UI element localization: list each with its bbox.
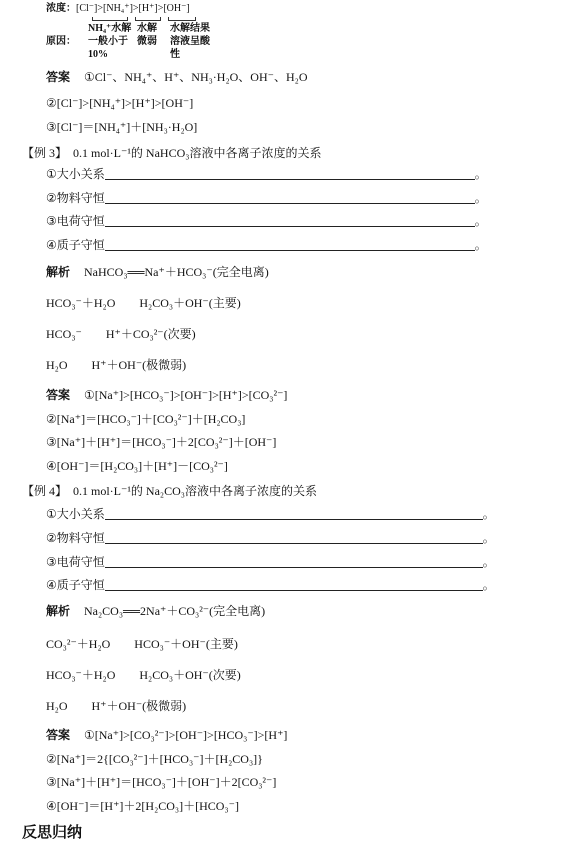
ex4-analysis-label: 解析 — [46, 604, 71, 618]
concentration-label: 浓度： — [46, 3, 76, 14]
ex4-answer-4: ④[OH⁻]＝[H⁺]＋2[H₂CO₃]＋[HCO₃⁻] — [46, 799, 239, 813]
answer-1-line-1: ①Cl⁻、NH₄⁺、H⁺、NH₃·H₂O、OH⁻、H₂O — [84, 70, 308, 84]
reason-1-line-2: 一般小于 — [88, 36, 128, 47]
blank-end: 。 — [482, 555, 495, 569]
ex4-blank-line-2 — [105, 531, 483, 544]
ex4-answer-1: ①[Na⁺]>[CO₃²⁻]>[OH⁻]>[HCO₃⁻]>[H⁺] — [84, 728, 288, 742]
reason-3-line-1: 水解结果 — [170, 23, 210, 34]
brace-1 — [92, 17, 128, 21]
brace-2 — [135, 17, 161, 21]
blank-end: 。 — [482, 578, 495, 592]
ex3-answer-2: ②[Na⁺]＝[HCO₃⁻]＋[CO₃²⁻]＋[H₂CO₃] — [46, 412, 246, 426]
ex4-answer-label: 答案 — [46, 728, 71, 742]
blank-end: 。 — [474, 238, 487, 252]
answer-1-line-3: ③[Cl⁻]＝[NH₄⁺]＋[NH₃·H₂O] — [46, 120, 198, 134]
blank-end: 。 — [474, 191, 487, 205]
ex3-answer-4: ④[OH⁻]＝[H₂CO₃]＋[H⁺]－[CO₃²⁻] — [46, 459, 228, 473]
example-4-title: 【例 4】 0.1 mol·L⁻¹的 Na₂CO₃溶液中各离子浓度的关系 — [22, 484, 317, 498]
blank-end: 。 — [474, 214, 487, 228]
ex3-analysis-label: 解析 — [46, 265, 71, 279]
ex4-analysis-2: CO₃²⁻＋H₂O HCO₃⁻＋OH⁻(主要) — [46, 637, 238, 651]
ex3-blank-line-3 — [105, 214, 475, 227]
ex4-blank-size-label: ①大小关系 — [46, 507, 105, 521]
ex3-blank-material-label: ②物料守恒 — [46, 191, 105, 205]
example-3-title: 【例 3】 0.1 mol·L⁻¹的 NaHCO₃溶液中各离子浓度的关系 — [22, 146, 322, 160]
ex3-answer-3: ③[Na⁺]＋[H⁺]＝[HCO₃⁻]＋2[CO₃²⁻]＋[OH⁻] — [46, 435, 277, 449]
ex4-blank-size — [46, 507, 495, 521]
ex3-analysis-2: HCO₃⁻＋H₂O H₂CO₃＋OH⁻(主要) — [46, 296, 241, 310]
ex3-analysis-1: NaHCO₃══Na⁺＋HCO₃⁻(完全电离) — [84, 265, 269, 279]
ex4-blank-material — [46, 531, 495, 545]
reason-label: 原因： — [46, 36, 76, 47]
ex4-blank-proton — [46, 578, 495, 592]
concentration-expression: [Cl⁻]>[NH₄⁺]>[H⁺]>[OH⁻] — [76, 3, 190, 14]
ex3-blank-line-4 — [105, 238, 475, 251]
ex4-blank-line-1 — [105, 507, 483, 520]
ex3-answer-1: ①[Na⁺]>[HCO₃⁻]>[OH⁻]>[H⁺]>[CO₃²⁻] — [84, 388, 288, 402]
ex4-analysis-3: HCO₃⁻＋H₂O H₂CO₃＋OH⁻(次要) — [46, 668, 241, 682]
ex3-blank-size — [46, 167, 487, 181]
ex3-blank-line-2 — [105, 191, 475, 204]
ex4-blank-material-label: ②物料守恒 — [46, 531, 105, 545]
blank-end: 。 — [474, 167, 487, 181]
ex3-analysis-4: H₂O H⁺＋OH⁻(极微弱) — [46, 358, 187, 372]
ex4-blank-charge — [46, 555, 495, 569]
ex4-answer-2: ②[Na⁺]＝2{[CO₃²⁻]＋[HCO₃⁻]＋[H₂CO₃]} — [46, 752, 263, 766]
ex4-blank-proton-label: ④质子守恒 — [46, 578, 105, 592]
reason-1-line-1: NH₄⁺水解 — [88, 23, 132, 34]
ex4-analysis-1: Na₂CO₃══2Na⁺＋CO₃²⁻(完全电离) — [84, 604, 266, 618]
ex3-blank-proton — [46, 238, 487, 252]
ex3-blank-line-1 — [105, 167, 475, 180]
reason-3-line-2: 溶液呈酸 — [170, 36, 210, 47]
ex4-blank-line-3 — [105, 555, 483, 568]
answer-1-line-2: ②[Cl⁻]>[NH₄⁺]>[H⁺]>[OH⁻] — [46, 96, 194, 110]
ex3-blank-proton-label: ④质子守恒 — [46, 238, 105, 252]
brace-3 — [168, 17, 196, 21]
ex3-analysis-3: HCO₃⁻ H⁺＋CO₃²⁻(次要) — [46, 327, 196, 341]
ex4-blank-line-4 — [105, 578, 483, 591]
reason-2-line-1: 水解 — [137, 23, 157, 34]
ex3-blank-size-label: ①大小关系 — [46, 167, 105, 181]
reason-1-line-3: 10% — [88, 49, 108, 60]
answer-1-label: 答案 — [46, 70, 71, 84]
ex3-blank-charge — [46, 214, 487, 228]
ex3-blank-charge-label: ③电荷守恒 — [46, 214, 105, 228]
reason-2-line-2: 微弱 — [137, 36, 157, 47]
blank-end: 。 — [482, 507, 495, 521]
ex4-blank-charge-label: ③电荷守恒 — [46, 555, 105, 569]
ex3-blank-material — [46, 191, 487, 205]
ex4-answer-3: ③[Na⁺]＋[H⁺]＝[HCO₃⁻]＋[OH⁻]＋2[CO₃²⁻] — [46, 775, 277, 789]
ex3-answer-label: 答案 — [46, 388, 71, 402]
section-heading: 反思归纳 — [22, 823, 83, 841]
ex4-analysis-4: H₂O H⁺＋OH⁻(极微弱) — [46, 699, 187, 713]
blank-end: 。 — [482, 531, 495, 545]
reason-3-line-3: 性 — [170, 49, 180, 60]
